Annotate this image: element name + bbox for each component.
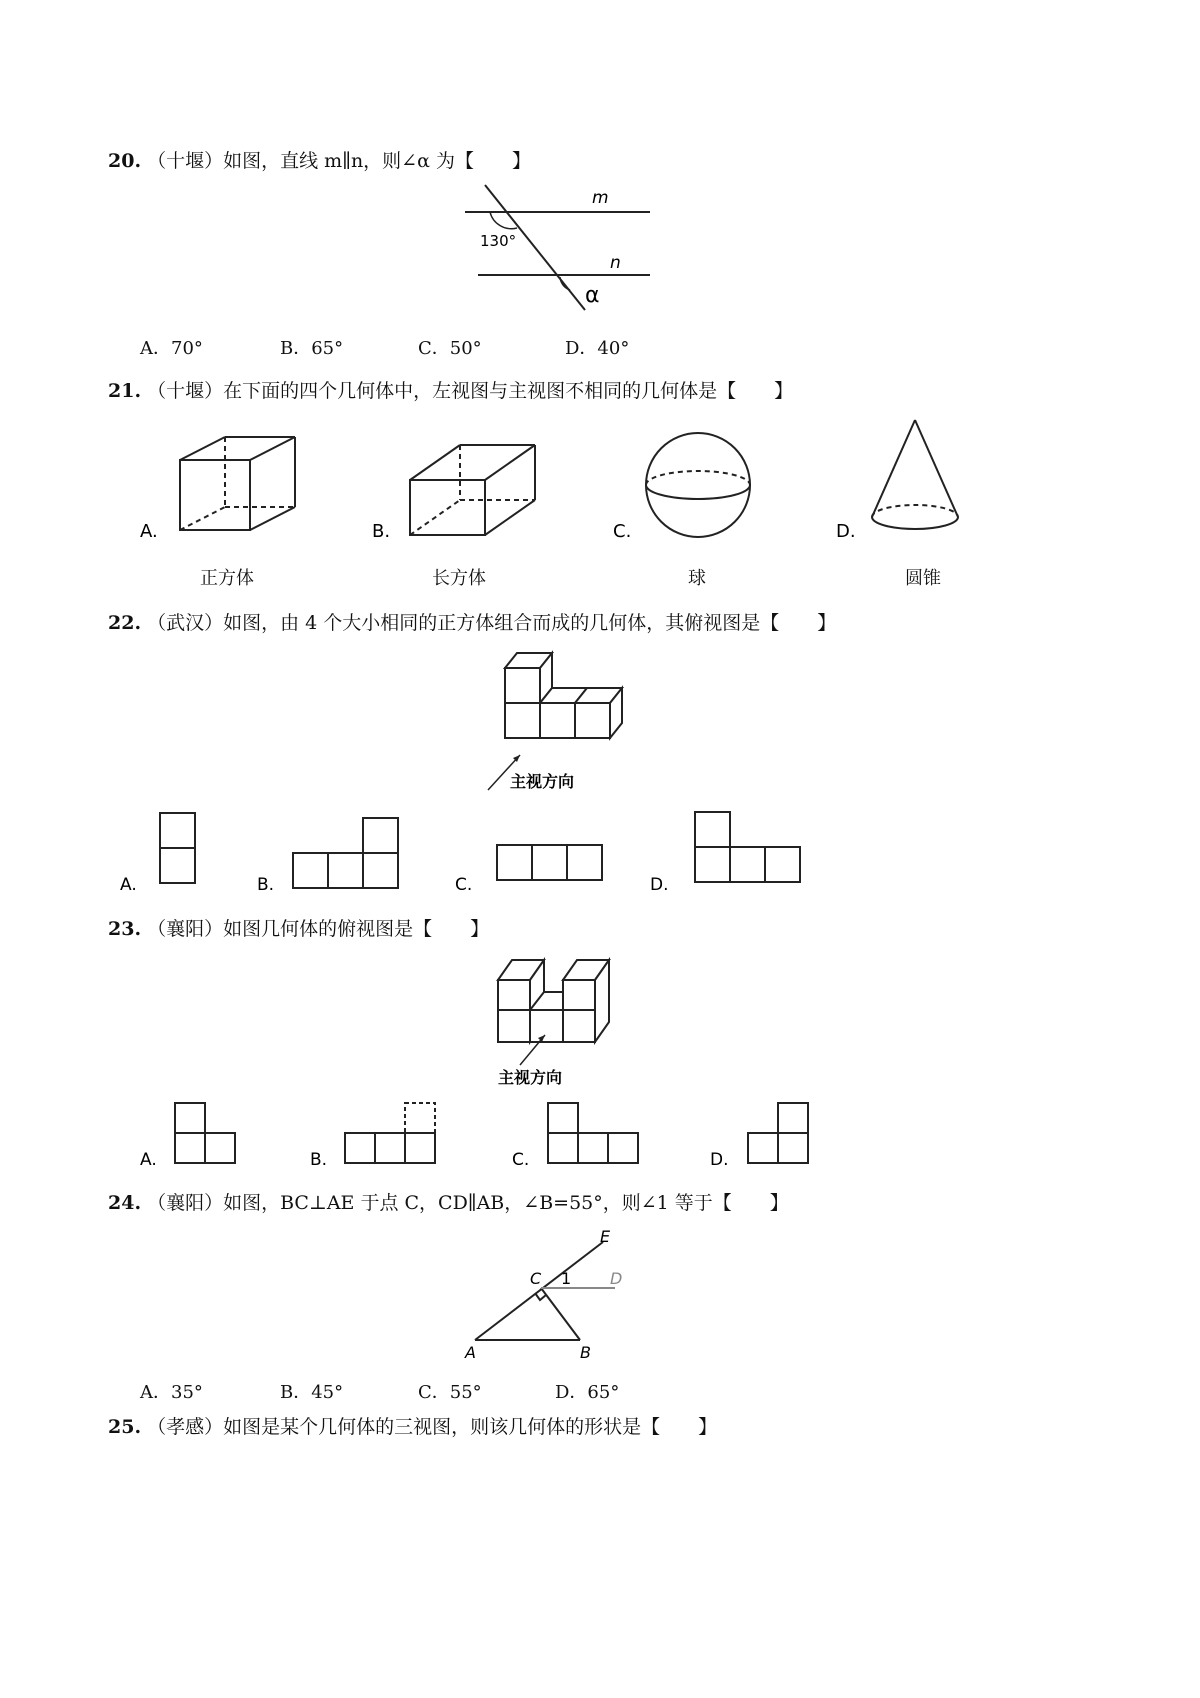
options-20 xyxy=(140,334,840,358)
question-25 xyxy=(108,1412,717,1439)
label-b: B xyxy=(580,1343,591,1362)
question-20 xyxy=(108,146,531,173)
caption-cone: 圆锥 xyxy=(905,568,941,589)
question-21 xyxy=(108,376,793,403)
letter-a[interactable]: A. xyxy=(140,1150,157,1168)
question-24 xyxy=(108,1188,789,1215)
option-c[interactable]: C．55° xyxy=(418,1382,482,1403)
option-a[interactable]: A．35° xyxy=(140,1382,203,1403)
direction-label: 主视方向 xyxy=(498,1068,563,1087)
label-d: D xyxy=(610,1269,623,1288)
question-number: 22. xyxy=(108,612,142,634)
options-24 xyxy=(140,1378,840,1402)
question-text: （十堰）在下面的四个几何体中，左视图与主视图不相同的几何体是【 】 xyxy=(147,380,794,402)
letter-c: C. xyxy=(613,521,632,542)
caption-cuboid: 长方体 xyxy=(432,568,486,589)
label-e: E xyxy=(600,1227,611,1246)
sphere-shape xyxy=(646,433,750,537)
letter-c[interactable]: C. xyxy=(512,1150,530,1168)
letter-c[interactable]: C. xyxy=(455,875,473,895)
question-text: （十堰）如图，直线 m∥n，则∠α 为【 】 xyxy=(147,150,531,172)
label-c: C xyxy=(530,1269,542,1288)
label-alpha: α xyxy=(585,283,600,308)
label-1: 1 xyxy=(561,1269,572,1288)
option-a[interactable]: A．70° xyxy=(140,338,203,359)
top-view-options-22 xyxy=(115,805,815,895)
option-b[interactable]: B．65° xyxy=(280,338,344,359)
parallel-lines-figure xyxy=(460,180,660,315)
letter-b[interactable]: B. xyxy=(310,1150,328,1168)
letter-d[interactable]: D. xyxy=(710,1150,729,1168)
letter-d[interactable]: D. xyxy=(650,875,669,895)
letter-a[interactable]: A. xyxy=(120,875,137,895)
cuboid-shape xyxy=(410,445,535,535)
question-text: （武汉）如图，由 4 个大小相同的正方体组合而成的几何体，其俯视图是【 】 xyxy=(147,612,837,634)
question-number: 24. xyxy=(108,1192,142,1214)
option-d[interactable]: D．40° xyxy=(565,338,630,359)
direction-label: 主视方向 xyxy=(510,772,575,791)
top-view-options-23 xyxy=(130,1098,830,1168)
option-c[interactable]: C．50° xyxy=(418,338,482,359)
option-b[interactable]: B．45° xyxy=(280,1382,344,1403)
question-number: 25. xyxy=(108,1416,142,1438)
question-text: （孝感）如图是某个几何体的三视图，则该几何体的形状是【 】 xyxy=(147,1416,718,1438)
solids-figure xyxy=(130,415,1000,545)
question-text: （襄阳）如图，BC⊥AE 于点 C，CD∥AB，∠B=55°，则∠1 等于【 】 xyxy=(147,1192,789,1214)
letter-a: A. xyxy=(140,521,158,542)
question-number: 20. xyxy=(108,150,142,172)
letter-b: B. xyxy=(372,521,391,542)
perpendicular-figure xyxy=(455,1222,655,1362)
caption-cube: 正方体 xyxy=(200,568,254,589)
question-23 xyxy=(108,914,489,941)
question-22 xyxy=(108,608,836,635)
four-cubes-figure xyxy=(480,645,660,800)
letter-d: D. xyxy=(836,521,856,542)
label-130: 130° xyxy=(480,232,517,250)
cube-shape xyxy=(180,437,295,530)
question-number: 23. xyxy=(108,918,142,940)
question-number: 21. xyxy=(108,380,142,402)
u-shape-figure xyxy=(490,950,620,1090)
letter-b[interactable]: B. xyxy=(257,875,275,895)
option-d[interactable]: D．65° xyxy=(555,1382,620,1403)
caption-sphere: 球 xyxy=(688,568,706,589)
cone-shape xyxy=(872,420,958,529)
label-a: A xyxy=(465,1343,476,1362)
label-m: m xyxy=(592,188,609,208)
question-text: （襄阳）如图几何体的俯视图是【 】 xyxy=(147,918,490,940)
label-n: n xyxy=(610,253,621,273)
